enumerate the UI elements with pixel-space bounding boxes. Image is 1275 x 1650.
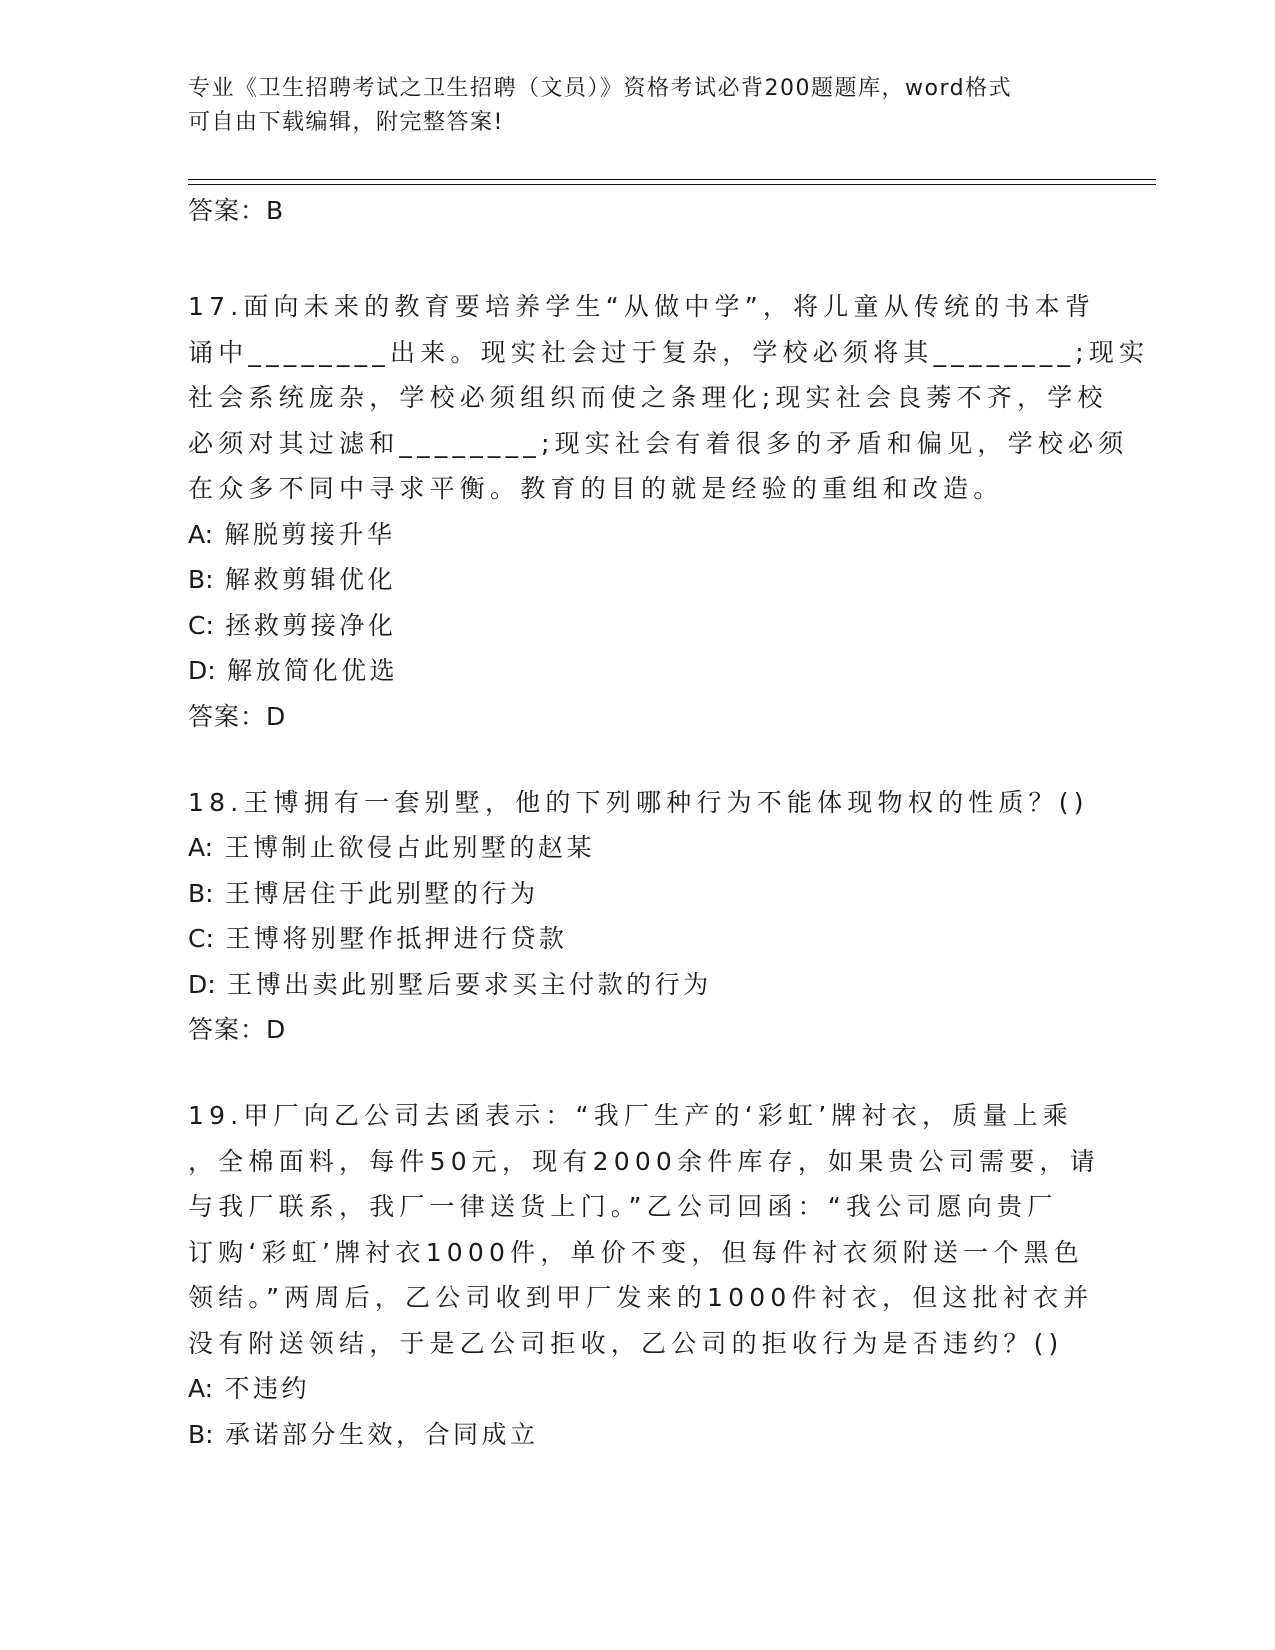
question-text-line: 必须对其过滤和________;现实社会有着很多的矛盾和偏见，学校必须: [188, 428, 1129, 458]
option-text: 不违约: [224, 1374, 311, 1403]
option-letter: D:: [188, 969, 216, 999]
option-letter: B:: [188, 878, 214, 908]
header-rule-top: [188, 179, 1156, 180]
option-b: [188, 557, 1088, 603]
option-text: 拯救剪接净化: [225, 610, 397, 640]
question-text-line: 诵中________出来。现实社会过于复杂，学校必须将其________;现实: [188, 337, 1150, 367]
question-text-line: ，全棉面料，每件50元，现有2000余件库存，如果贵公司需要，请: [188, 1146, 1100, 1176]
question-text-line: 18.王博拥有一套别墅，他的下列哪种行为不能体现物权的性质？(): [188, 787, 1089, 817]
question-text-line: 在众多不同中寻求平衡。教育的目的就是经验的重组和改造。: [188, 474, 1004, 503]
answer-line: 答案：D: [188, 1015, 287, 1044]
option-b: [188, 1412, 1088, 1458]
option-text: 王博制止欲侵占此别墅的赵某: [224, 833, 596, 862]
option-text: 解脱剪接升华: [224, 519, 396, 549]
option-a: [188, 1366, 1088, 1412]
option-letter: D:: [188, 656, 216, 685]
document-header: [188, 72, 1068, 140]
option-letter: A:: [188, 519, 214, 549]
option-a: [188, 512, 1088, 558]
option-text: 承诺部分生效，合同成立: [225, 1419, 539, 1449]
header-line-2: 可自由下载编辑，附完整答案!: [188, 110, 504, 135]
option-letter: A:: [188, 1374, 214, 1403]
option-text: 解救剪辑优化: [225, 565, 397, 594]
option-text: 解放简化优选: [227, 656, 399, 685]
option-text: 王博将别墅作抵押进行贷款: [225, 924, 568, 953]
option-letter: A:: [188, 833, 214, 862]
question-text-line: 社会系统庞杂，学校必须组织而使之条理化;现实社会良莠不齐，学校: [188, 383, 1108, 412]
question-text-line: 没有附送领结，于是乙公司拒收，乙公司的拒收行为是否违约？(): [188, 1328, 1064, 1358]
answer-line: 答案：B: [188, 196, 285, 225]
question-list: [188, 188, 1150, 1457]
question-text-line: 订购‘彩虹’牌衬衣1000件，单价不变，但每件衬衣须附送一个黑色: [188, 1237, 1084, 1267]
question-text-line: 领结。”两周后，乙公司收到甲厂发来的1000件衬衣，但这批衬衣并: [188, 1283, 1094, 1312]
option-c: [188, 916, 1088, 962]
question-18: [188, 780, 1088, 1054]
option-d: [188, 962, 1088, 1008]
answer-line: 答案：D: [188, 701, 287, 731]
option-b: [188, 871, 1088, 917]
option-c: [188, 603, 1088, 649]
question-text-line: 与我厂联系，我厂一律送货上门。”乙公司回函：“我公司愿向贵厂: [188, 1192, 1058, 1221]
option-letter: B:: [188, 1419, 214, 1449]
question-19: [188, 1093, 1100, 1457]
option-text: 王博出卖此别墅后要求买主付款的行为: [227, 969, 712, 999]
question-text-line: 19.甲厂向乙公司去函表示：“我厂生产的‘彩虹’牌衬衣，质量上乘: [188, 1101, 1074, 1130]
question-text-line: 17.面向未来的教育要培养学生“从做中学”，将儿童从传统的书本背: [188, 292, 1096, 321]
question-17: [188, 284, 1150, 740]
option-letter: B:: [188, 565, 214, 594]
header-line-1: 专业《卫生招聘考试之卫生招聘（文员）》资格考试必背200题题库，word格式: [188, 76, 1013, 101]
option-d: [188, 648, 1088, 694]
option-text: 王博居住于此别墅的行为: [225, 878, 539, 908]
option-a: [188, 825, 1088, 871]
header-rule-bottom: [188, 184, 1156, 185]
option-letter: C:: [188, 610, 214, 640]
option-letter: C:: [188, 924, 214, 953]
